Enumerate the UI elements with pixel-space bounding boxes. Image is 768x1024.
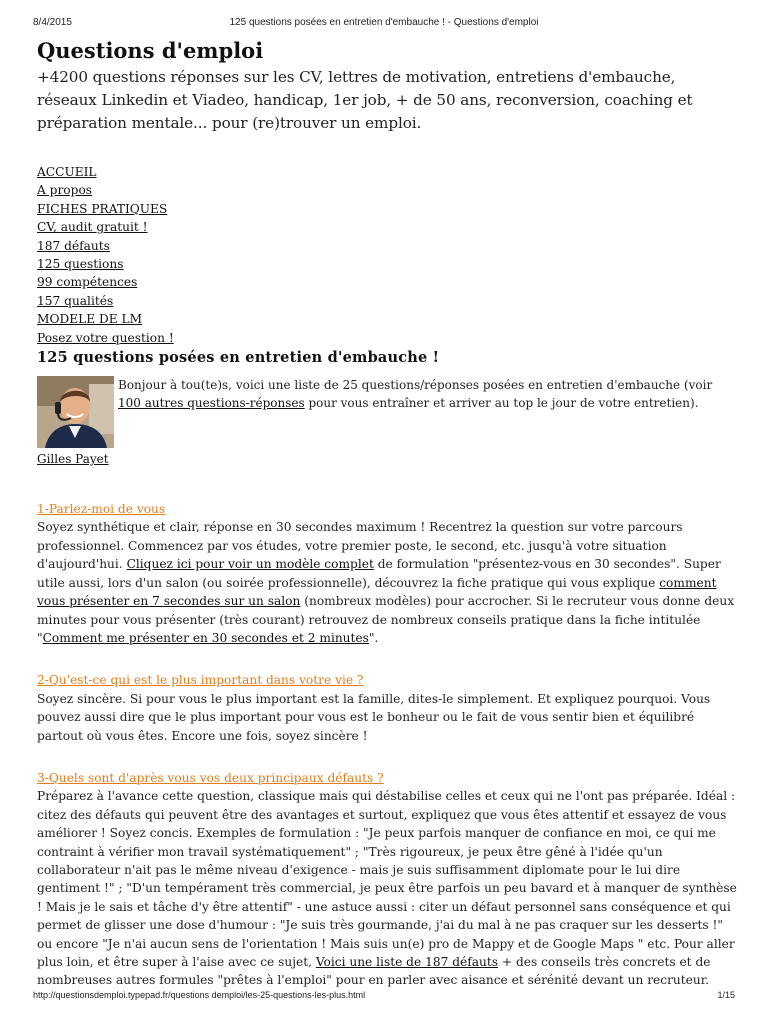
answer-link[interactable]: Cliquez ici pour voir un modèle complet xyxy=(126,557,374,572)
intro-text xyxy=(118,376,736,413)
post-title: 125 questions posées en entretien d'embauche ! xyxy=(37,349,440,367)
intro-text-after: pour vous entraîner et arriver au top le jour de votre entretien). xyxy=(304,396,699,411)
author-avatar xyxy=(37,376,114,448)
nav-link-posez-question[interactable]: Posez votre question ! xyxy=(37,330,174,345)
answer-segment: de formulation "présentez-vous en 30 secondes". Super utile aussi, lors d'un salon (ou soirée professionnelle), découvrez la fiche pratique qui vous explique xyxy=(37,557,721,590)
main-navigation xyxy=(37,163,737,347)
question-link[interactable]: 2-Qu'est-ce qui est le plus important dans votre vie ? xyxy=(37,673,364,688)
qa-item xyxy=(37,767,737,990)
answer-segment: Préparez à l'avance cette question, classique mais qui déstabilise celles et ceux qui ne l'ont pas préparée. Idéal : citez des défauts qui peuvent être des avantages et surtout, expliquez que vous êtes attentif et essayez de vous améliorer ! Soyez concis. Exemples de formulation : "Je peux parfois manquer de confiance en moi, ce qui me contraint à vérifier mon travail systématiquement" ; "Très rigoureux, je peux être gêné à l'idée qu'un collaborateur n'ait pas le même niveau d'exigence - mais je suis suffisamment diplomate pour le lui dire gentiment !" ; "D'un tempérament très commercial, je peux être parfois un peu bavard et à manquer de synthèse ! Mais je le sais et tâche d'y être attentif" - une astuce aussi : citer un défaut personnel sans conséquence et qui permet de glisser une dose d'humour : "Je suis très gourmande, j'ai du mal à ne pas craquer sur les desserts !" ou encore "Je n'ai aucun sens de l'orientation ! Mais suis un(e) pro de Mappy et de Google Maps " etc. Pour aller plus loin, et être super à l'aise avec ce sujet, xyxy=(37,789,737,969)
print-date: 8/4/2015 xyxy=(33,17,72,28)
intro-link-100-questions[interactable]: 100 autres questions-réponses xyxy=(118,396,305,411)
nav-link-157-qualites[interactable]: 157 qualités xyxy=(37,293,114,308)
answer-link[interactable]: Voici une liste de 187 défauts xyxy=(315,955,498,969)
answer-text xyxy=(37,518,737,647)
answer-segment: Soyez synthétique et clair, réponse en 30 secondes maximum ! Recentrez la question sur votre parcours professionnel. Commencez par vos études, votre premier poste, le second, etc. jusqu'à votre situation d'aujourd'hui. xyxy=(37,520,683,572)
page-content xyxy=(37,37,737,990)
answer-link[interactable]: comment vous présenter en 7 secondes sur un salon xyxy=(37,575,717,609)
nav-item xyxy=(37,310,737,328)
nav-item xyxy=(37,292,737,310)
qa-list xyxy=(37,498,737,990)
nav-link-187-defauts[interactable]: 187 défauts xyxy=(37,238,110,253)
answer-text xyxy=(37,690,737,745)
answer-segment: + des conseils très concrets et de nombreuses autres formules "prêtes à l'emploi" pour en parler avec aisance et sérénité devant un recruteur. xyxy=(37,955,711,988)
print-header xyxy=(33,17,735,31)
answer-segment: ". xyxy=(368,630,379,645)
qa-item xyxy=(37,669,737,745)
answer-segment: (nombreux modèles) pour accrocher. Si le recruteur vous donne deux minutes pour vous présenter (très courant) retrouvez de nombreux conseils pratique dans la fiche intitulée " xyxy=(37,594,735,645)
print-page-number: 1/15 xyxy=(717,990,735,1000)
nav-item xyxy=(37,273,737,291)
site-title[interactable]: Questions d'emploi xyxy=(37,38,264,63)
print-footer xyxy=(33,990,735,1004)
nav-link-99-competences[interactable]: 99 compétences xyxy=(37,275,138,290)
answer-segment: Soyez sincère. Si pour vous le plus important est la famille, dites-le simplement. Et expliquez pourquoi. Vous pouvez aussi dire que le plus important pour vous est le bonheur ou le fait de vous sentir bien et équilibré partout où vous êtes. Encore une fois, soyez sincère ! xyxy=(37,691,711,743)
nav-item xyxy=(37,200,737,218)
nav-item xyxy=(37,255,737,273)
qa-item xyxy=(37,498,737,647)
nav-item xyxy=(37,218,737,236)
nav-link-fiches-pratiques[interactable]: FICHES PRATIQUES xyxy=(37,201,168,216)
nav-item xyxy=(37,163,737,181)
question-link[interactable]: 1-Parlez-moi de vous xyxy=(37,502,166,517)
nav-link-a-propos[interactable]: A propos xyxy=(37,183,93,198)
answer-text xyxy=(37,787,737,989)
answer-link[interactable]: Comment me présenter en 30 secondes et 2 minutes xyxy=(42,630,369,645)
nav-link-modele-de-lm[interactable]: MODELE DE LM xyxy=(37,312,143,327)
site-description: +4200 questions réponses sur les CV, lettres de motivation, entretiens d'embauche, réseaux Linkedin et Viadeo, handicap, 1er job, + de 50 ans, reconversion, coaching et préparation mentale... pour (re)trouver un emploi. xyxy=(37,68,693,132)
print-page-title: 125 questions posées en entretien d'embauche ! - Questions d'emploi xyxy=(229,17,539,28)
author-link[interactable]: Gilles Payet xyxy=(37,452,109,467)
author-name-wrap xyxy=(37,452,109,466)
nav-item xyxy=(37,329,737,347)
nav-link-cv-audit[interactable]: CV, audit gratuit ! xyxy=(37,220,148,235)
intro-text-before: Bonjour à tou(te)s, voici une liste de 25 questions/réponses posées en entretien d'embauche (voir xyxy=(118,378,713,393)
nav-link-accueil[interactable]: ACCUEIL xyxy=(37,165,97,179)
post-intro xyxy=(37,376,737,476)
nav-item xyxy=(37,181,737,199)
print-url: http://questionsdemploi.typepad.fr/questions demploi/les-25-questions-les-plus.html xyxy=(33,990,366,1000)
question-link[interactable]: 3-Quels sont d'après vous vos deux principaux défauts ? xyxy=(37,770,384,785)
nav-link-125-questions[interactable]: 125 questions xyxy=(37,257,124,272)
nav-item xyxy=(37,237,737,255)
